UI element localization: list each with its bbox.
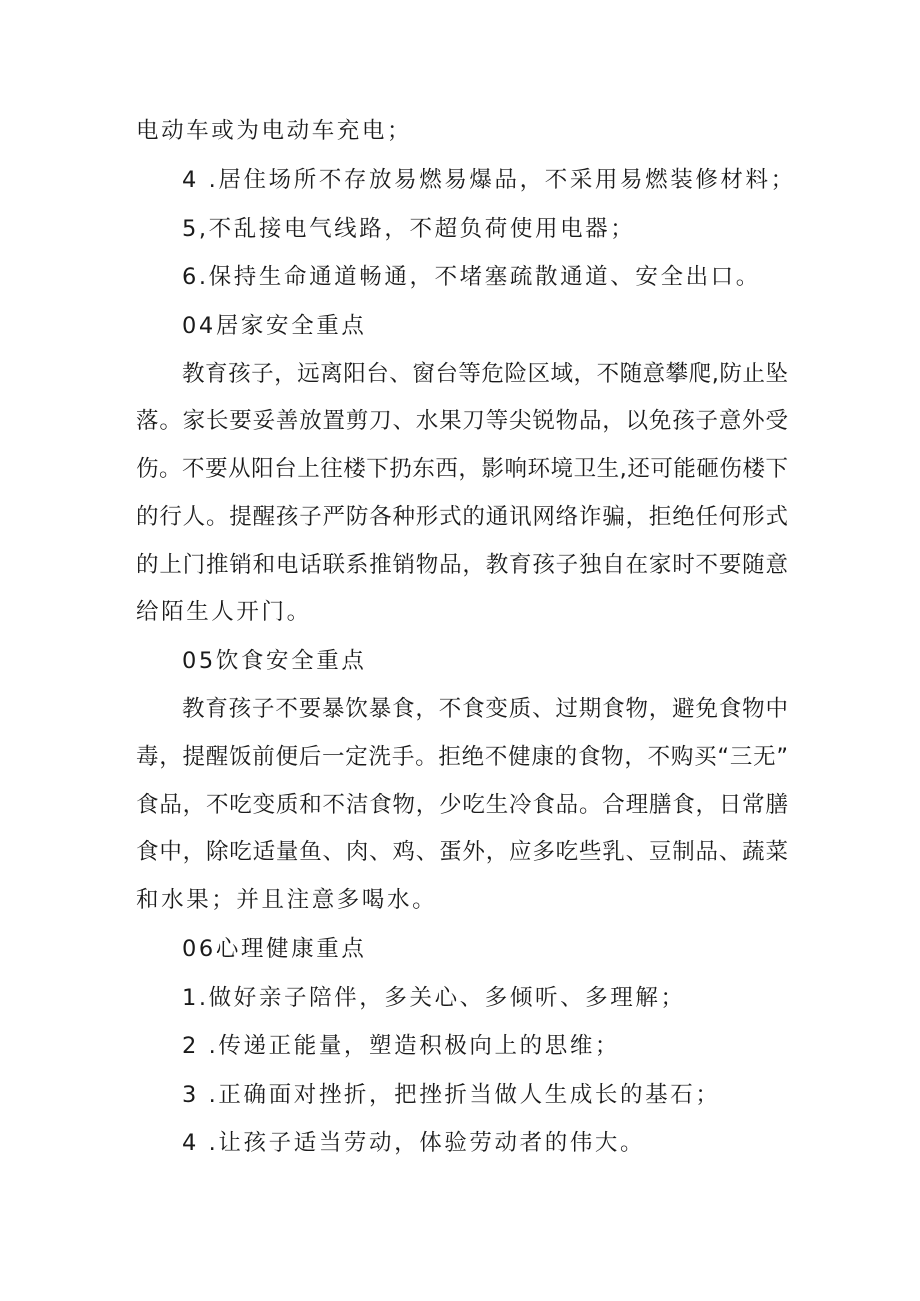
paragraph-line: 落。家长要妥善放置剪刀、水果刀等尖锐物品，以免孩子意外受 bbox=[136, 408, 788, 434]
section-heading: 06心理健康重点 bbox=[182, 936, 367, 962]
paragraph-line: 给陌生人开门。 bbox=[136, 599, 312, 625]
paragraph-line: 的上门推销和电话联系推销物品，教育孩子独自在家时不要随意 bbox=[136, 552, 788, 578]
paragraph-line: 的行人。提醒孩子严防各种形式的通讯网络诈骗，拒绝任何形式 bbox=[136, 504, 788, 530]
paragraph-line: 教育孩子不要暴饮暴食，不食变质、过期食物，避免食物中 bbox=[182, 696, 788, 722]
list-item: 3 .正确面对挫折，把挫折当做人生成长的基石； bbox=[182, 1082, 721, 1108]
list-item: 5,不乱接电气线路，不超负荷使用电器； bbox=[182, 216, 636, 242]
list-item: 6.保持生命通道畅通，不堵塞疏散通道、安全出口。 bbox=[182, 264, 761, 290]
paragraph-line: 伤。不要从阳台上往楼下扔东西，影响环境卫生,还可能砸伤楼下 bbox=[136, 456, 788, 482]
paragraph-line: 毒，提醒饭前便后一定洗手。拒绝不健康的食物，不购买“三无” bbox=[136, 744, 788, 770]
paragraph-line: 和水果；并且注意多喝水。 bbox=[136, 887, 438, 913]
section-heading: 04居家安全重点 bbox=[182, 313, 367, 339]
paragraph-line: 食中，除吃适量鱼、肉、鸡、蛋外，应多吃些乳、豆制品、蔬菜 bbox=[136, 839, 788, 865]
section-heading: 05饮食安全重点 bbox=[182, 648, 367, 674]
paragraph-line: 教育孩子，远离阳台、窗台等危险区域，不随意攀爬,防止坠 bbox=[182, 361, 788, 387]
text-line: 电动车或为电动车充电； bbox=[136, 118, 413, 144]
list-item: 2 .传递正能量，塑造积极向上的思维； bbox=[182, 1033, 621, 1059]
list-item: 4 .让孩子适当劳动，体验劳动者的伟大。 bbox=[182, 1130, 646, 1156]
paragraph-line: 食品，不吃变质和不洁食物，少吃生冷食品。合理膳食，日常膳 bbox=[136, 792, 788, 818]
list-item: 1.做好亲子陪伴，多关心、多倾听、多理解； bbox=[182, 985, 686, 1011]
list-item: 4 .居住场所不存放易燃易爆品，不采用易燃装修材料； bbox=[182, 167, 796, 193]
